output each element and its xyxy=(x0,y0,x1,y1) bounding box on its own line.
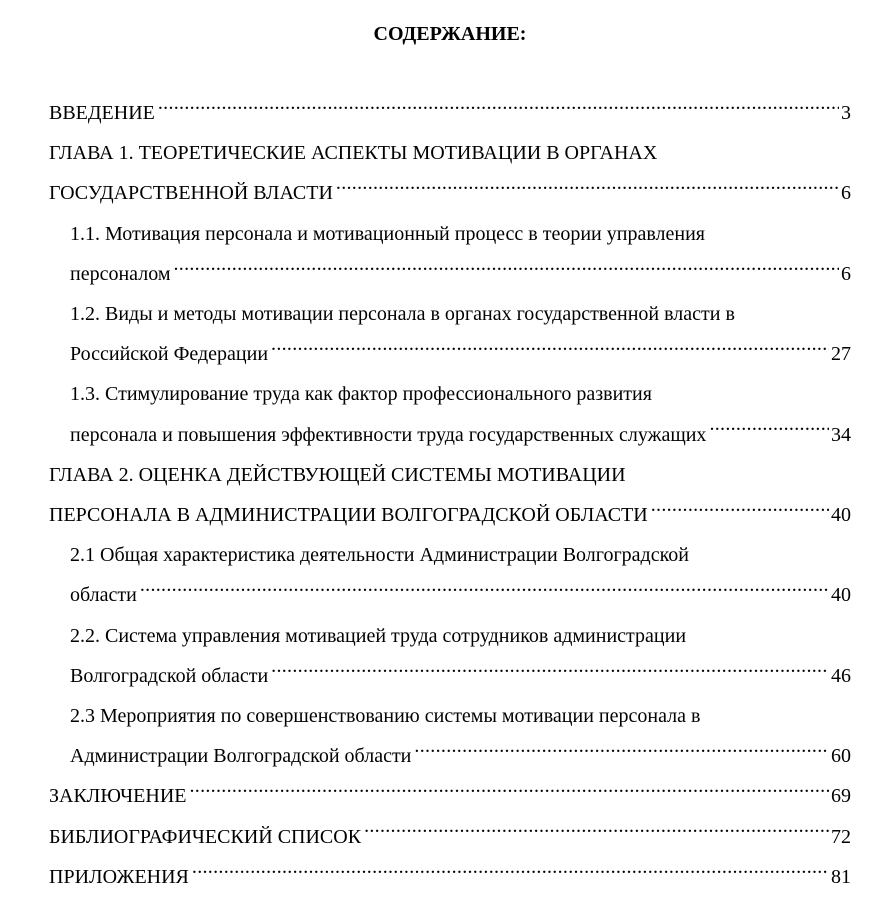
toc-page-number: 34 xyxy=(831,423,851,446)
dot-leader xyxy=(271,662,829,682)
toc-entry-label: ВВЕДЕНИЕ xyxy=(49,102,155,124)
toc-page-number: 81 xyxy=(831,865,851,888)
toc-entry-label: 2.3 Мероприятия по совершенствованию системы мотивации персонала в xyxy=(70,705,701,728)
toc-page-number: 46 xyxy=(831,664,851,687)
toc-entry-section-1-2[interactable] xyxy=(0,294,878,374)
toc-entry-section-2-2[interactable] xyxy=(0,616,878,696)
toc-entry-label: области xyxy=(70,584,137,607)
toc-entry-section-1-1[interactable] xyxy=(0,214,878,294)
toc-page-number: 60 xyxy=(831,745,851,768)
toc-entry-conclusion[interactable] xyxy=(0,776,878,816)
toc-entry-section-1-3[interactable] xyxy=(0,374,878,454)
dot-leader xyxy=(189,782,829,802)
toc-entry-label: ГЛАВА 1. ТЕОРЕТИЧЕСКИЕ АСПЕКТЫ МОТИВАЦИИ В ОРГАНАХ xyxy=(49,142,658,165)
dot-leader xyxy=(364,823,829,843)
toc-entry-label: ЗАКЛЮЧЕНИЕ xyxy=(49,785,187,808)
dot-leader xyxy=(140,581,829,601)
toc-entry-label: Волгоградской области xyxy=(70,664,269,687)
toc-page-number: 69 xyxy=(831,785,851,808)
toc-entry-label: ГЛАВА 2. ОЦЕНКА ДЕЙСТВУЮЩЕЙ СИСТЕМЫ МОТИВАЦИИ xyxy=(49,463,626,486)
toc-entry-label: БИБЛИОГРАФИЧЕСКИЙ СПИСОК xyxy=(49,825,362,848)
dot-leader xyxy=(271,340,829,360)
toc-entry-label: персонала и повышения эффективности труда государственных служащих xyxy=(70,423,707,446)
toc-page-number: 3 xyxy=(841,102,851,124)
toc-entry-label: 2.2. Система управления мотивацией труда сотрудников администрации xyxy=(70,624,687,647)
toc-page-number: 6 xyxy=(841,182,851,205)
dot-leader xyxy=(414,742,829,762)
toc-entry-label: ПЕРСОНАЛА В АДМИНИСТРАЦИИ ВОЛГОГРАДСКОЙ ОБЛАСТИ xyxy=(49,504,648,527)
toc-entry-label: 1.1. Мотивация персонала и мотивационный процесс в теории управления xyxy=(70,222,705,245)
toc-entry-label: 1.2. Виды и методы мотивации персонала в органах государственной власти в xyxy=(70,303,735,326)
toc-entry-label: 2.1 Общая характеристика деятельности Администрации Волгоградской xyxy=(70,544,689,567)
toc-entry-appendices[interactable] xyxy=(0,857,878,897)
toc-entry-section-2-1[interactable] xyxy=(0,535,878,615)
toc-entry-section-2-3[interactable] xyxy=(0,696,878,776)
dot-leader xyxy=(173,260,839,280)
dot-leader xyxy=(192,863,829,883)
toc-page-number: 72 xyxy=(831,825,851,848)
dot-leader xyxy=(336,179,839,199)
toc-entry-introduction[interactable] xyxy=(0,93,878,133)
dot-leader xyxy=(709,421,829,441)
dot-leader xyxy=(158,99,839,119)
toc-page-number: 40 xyxy=(831,504,851,527)
toc-entry-chapter-2[interactable] xyxy=(0,455,878,535)
toc-entry-label: Российской Федерации xyxy=(70,343,269,366)
table-of-contents xyxy=(0,93,878,897)
toc-entry-label: Администрации Волгоградской области xyxy=(70,745,412,768)
toc-entry-label: 1.3. Стимулирование труда как фактор профессионального развития xyxy=(70,383,652,406)
toc-entry-label: ГОСУДАРСТВЕННОЙ ВЛАСТИ xyxy=(49,182,333,205)
toc-page-number: 40 xyxy=(831,584,851,607)
dot-leader xyxy=(651,501,829,521)
toc-page-number: 27 xyxy=(831,343,851,366)
toc-page-number: 6 xyxy=(841,262,851,285)
toc-entry-chapter-1[interactable] xyxy=(0,133,878,213)
toc-entry-label: ПРИЛОЖЕНИЯ xyxy=(49,865,189,888)
toc-entry-label: персоналом xyxy=(70,262,171,285)
toc-entry-bibliography[interactable] xyxy=(0,817,878,857)
page-title: СОДЕРЖАНИЕ: xyxy=(373,23,527,45)
